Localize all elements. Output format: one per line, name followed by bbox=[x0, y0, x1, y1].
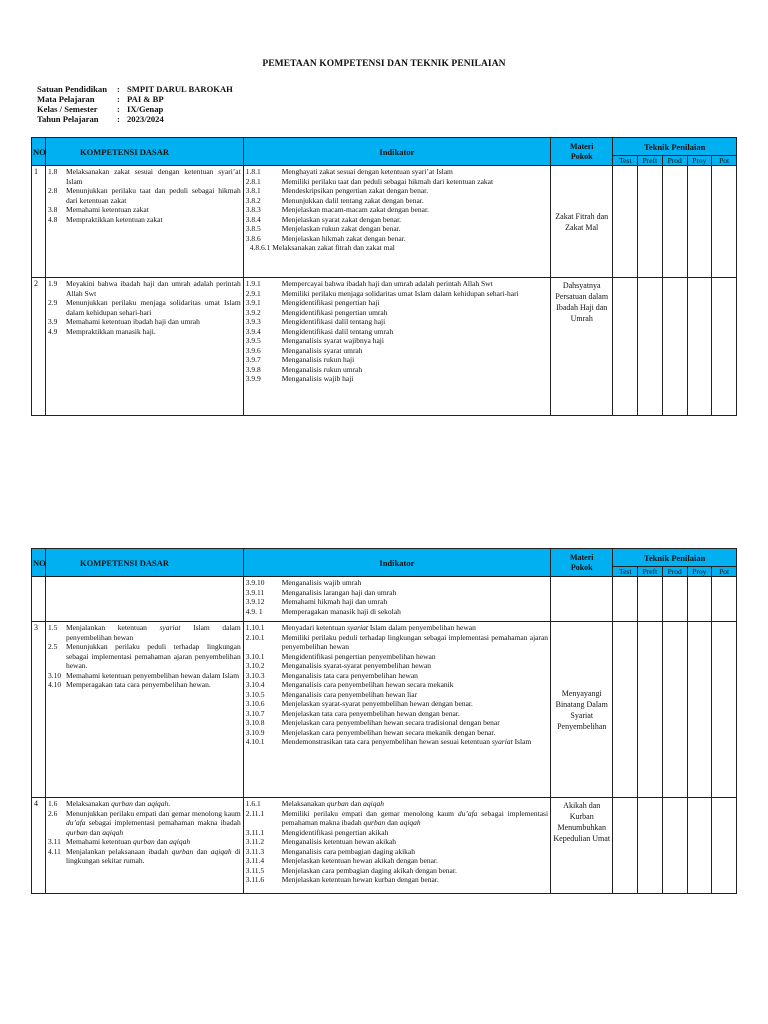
indikator-code: 3.8.6 bbox=[245, 233, 261, 243]
header-sub-prod: Prod bbox=[662, 156, 687, 166]
indikator-code: 3.8.2 bbox=[245, 195, 261, 205]
indikator-item bbox=[246, 837, 548, 847]
indikator-item bbox=[246, 346, 548, 356]
penilaian-cell-prod bbox=[662, 622, 687, 798]
indikator-text: Melaksanakan qurban dan aqiqah bbox=[281, 799, 385, 808]
kd-text: Memahami ketentuan penyembelihan hewan dalam Islam bbox=[65, 670, 240, 680]
info-row bbox=[37, 114, 233, 124]
indikator-text: Mengidentifikasi dalil tentang umrah bbox=[281, 326, 394, 336]
info-label: Mata Pelajaran bbox=[37, 94, 95, 104]
header-teknik-penilaian: Teknik Penilaian bbox=[613, 138, 737, 156]
indikator-code: 3.8.1 bbox=[245, 186, 261, 195]
indikator-code: 3.9.4 bbox=[245, 326, 261, 336]
info-label: Tahun Pelajaran bbox=[37, 114, 99, 124]
table-row bbox=[32, 278, 737, 416]
indikator-item bbox=[246, 167, 548, 177]
indikator-text: Menganalisis larangan haji dan umrah bbox=[281, 587, 397, 597]
kompetensi-dasar-cell bbox=[45, 622, 243, 798]
indikator-code: 1.9.1 bbox=[245, 279, 261, 288]
indikator-item bbox=[246, 607, 548, 617]
materi-pokok-cell: Akikah dan Kurban Menumbuhkan Kepedulian Umat bbox=[551, 798, 613, 894]
indikator-text: Menjelaskan hikmah zakat dengan benar. bbox=[281, 233, 406, 243]
indikator-text: Memiliki perilaku taat dan peduli sebagai hikmah dari ketentuan zakat bbox=[281, 176, 494, 186]
indikator-item bbox=[246, 355, 548, 365]
kd-text: Menunjukkan perilaku taat dan peduli sebagai hikmah dari ketentuan zakat bbox=[65, 186, 241, 205]
penilaian-cell-test bbox=[613, 166, 638, 278]
info-value: 2023/2024 bbox=[127, 114, 164, 124]
header-materi-line1: Materi bbox=[569, 141, 594, 151]
header-sub-test: Test bbox=[613, 156, 638, 166]
indikator-item bbox=[246, 177, 548, 187]
indikator-code: 3.9.9 bbox=[245, 374, 261, 383]
kd-item bbox=[48, 809, 241, 838]
indikator-code: 3.11.6 bbox=[245, 875, 265, 884]
kd-text: Menunjukkan perilaku peduli terhadap lingkungan sebagai implementasi pemahaman ajaran penyembelihan hewan. bbox=[65, 642, 241, 670]
indikator-text: Menganalisis syarat wajibnya haji bbox=[281, 336, 384, 345]
row-number bbox=[32, 577, 46, 622]
indikator-code: 3.10.9 bbox=[245, 727, 265, 737]
indikator-text: Menganalisis cara pembagian daging akikah bbox=[281, 846, 415, 856]
indikator-item bbox=[246, 875, 548, 885]
indikator-code: 3.10.3 bbox=[245, 670, 265, 680]
indikator-item bbox=[246, 828, 548, 838]
row-number: 3 bbox=[32, 622, 46, 798]
kd-item bbox=[48, 799, 241, 809]
indikator-code: 3.8.3 bbox=[245, 205, 261, 214]
indikator-code: 2.10.1 bbox=[245, 632, 265, 642]
indikator-item bbox=[246, 652, 548, 662]
penilaian-cell-test bbox=[613, 577, 638, 622]
penilaian-cell-preft bbox=[638, 166, 663, 278]
info-value: SMPIT DARUL BAROKAH bbox=[127, 84, 233, 94]
header-materi-line2: Pokok bbox=[570, 151, 593, 161]
indikator-code: 3.9.8 bbox=[245, 364, 261, 374]
info-value: PAI & BP bbox=[127, 94, 164, 104]
indikator-code: 3.10.7 bbox=[245, 708, 265, 718]
kd-text: Mempraktikkan manasik haji. bbox=[65, 326, 156, 336]
materi-pokok-cell: Dahsyatnya Persatuan dalam Ibadah Haji dan Umrah bbox=[551, 278, 613, 416]
indikator-item bbox=[246, 799, 548, 809]
indikator-item bbox=[246, 661, 548, 671]
indikator-text: Menganalisis cara penyembelihan hewan liar bbox=[281, 689, 418, 699]
penilaian-cell-preft bbox=[638, 278, 663, 416]
kd-item bbox=[48, 327, 241, 337]
penilaian-cell-prod bbox=[662, 577, 687, 622]
kd-text: Menjalankan pelaksanaan ibadah qurban dan aqiqah di lingkungan sekitar rumah. bbox=[65, 846, 241, 865]
indikator-item bbox=[246, 205, 548, 215]
indikator-code: 3.9.3 bbox=[245, 317, 261, 326]
info-row bbox=[37, 94, 233, 104]
header-sub-test: Test bbox=[613, 567, 638, 577]
indikator-text: Memiliki perilaku menjaga solidaritas umat Islam dalam kehidupan sehari-hari bbox=[281, 288, 519, 298]
indikator-text: Mengidentifikasi pengertian umrah bbox=[281, 307, 388, 317]
kd-code: 3.11 bbox=[47, 837, 61, 846]
row-number: 1 bbox=[32, 166, 46, 278]
info-row bbox=[37, 104, 233, 114]
kd-text: Memahami ketentuan zakat bbox=[65, 205, 149, 214]
header-materi-pokok bbox=[551, 549, 613, 577]
indikator-code: 3.9.2 bbox=[245, 307, 261, 317]
kd-item bbox=[48, 642, 241, 671]
row-number: 4 bbox=[32, 798, 46, 894]
header-no: NO bbox=[32, 138, 46, 166]
indikator-text: Mendeskripsikan pengertian zakat dengan benar. bbox=[281, 186, 429, 195]
kd-code: 4.9 bbox=[47, 326, 58, 336]
indikator-text: Menjelaskan macam-macam zakat dengan benar. bbox=[281, 205, 429, 214]
kd-text: Menunjukkan perilaku menjaga solidaritas umat Islam dalam kehidupan sehari-hari bbox=[65, 298, 241, 317]
indikator-item bbox=[246, 690, 548, 700]
kd-code: 1.9 bbox=[47, 279, 58, 288]
kd-code: 3.10 bbox=[47, 670, 62, 680]
indikator-item bbox=[246, 709, 548, 719]
penilaian-cell-proy bbox=[687, 166, 712, 278]
indikator-code: 3.10.8 bbox=[245, 718, 265, 727]
indikator-cell bbox=[243, 577, 550, 622]
penilaian-cell-test bbox=[613, 278, 638, 416]
competency-table-2 bbox=[31, 548, 737, 894]
indikator-item bbox=[246, 196, 548, 206]
indikator-text: Menjelaskan rukun zakat dengan benar. bbox=[281, 224, 401, 233]
indikator-item bbox=[246, 866, 548, 876]
indikator-text: Menganalisis wajib haji bbox=[281, 374, 354, 383]
indikator-code: 3.11.1 bbox=[245, 827, 265, 837]
indikator-item bbox=[246, 243, 548, 253]
indikator-item bbox=[246, 365, 548, 375]
indikator-item bbox=[246, 289, 548, 299]
indikator-item bbox=[246, 279, 548, 289]
indikator-item bbox=[246, 234, 548, 244]
penilaian-cell-proy bbox=[687, 577, 712, 622]
indikator-item bbox=[246, 374, 548, 384]
indikator-item bbox=[246, 186, 548, 196]
indikator-text: Menjelaskan cara penyembelihan hewan secara mekanik dengan benar. bbox=[281, 727, 496, 737]
indikator-code: 3.9.1 bbox=[245, 298, 261, 307]
indikator-text: Mengidentifikasi pengertian akikah bbox=[281, 827, 389, 837]
indikator-item bbox=[246, 224, 548, 234]
kd-text: Memperagakan tata cara penyembelihan hewan. bbox=[65, 680, 211, 689]
indikator-text: Menganalisis rukun haji bbox=[281, 355, 355, 364]
header-sub-pot: Pot bbox=[712, 567, 737, 577]
indikator-text: Memperagakan manasik haji di sekolah bbox=[281, 606, 401, 616]
penilaian-cell-test bbox=[613, 798, 638, 894]
kd-item bbox=[48, 186, 241, 205]
indikator-text: Menganalisis syarat-syarat penyembelihan hewan bbox=[281, 661, 432, 670]
materi-pokok-cell: Menyayangi Binatang Dalam Syariat Penyembelihan bbox=[551, 622, 613, 798]
indikator-item bbox=[246, 308, 548, 318]
penilaian-cell-preft bbox=[638, 577, 663, 622]
indikator-item bbox=[246, 728, 548, 738]
kd-item bbox=[48, 205, 241, 215]
header-sub-preft: Preft bbox=[638, 567, 663, 577]
materi-pokok-cell bbox=[551, 577, 613, 622]
kd-item bbox=[48, 215, 241, 225]
kd-text: Melaksanakan zakat sesuai dengan ketentuan syari’at Islam bbox=[65, 167, 241, 186]
header-sub-pot: Pot bbox=[712, 156, 737, 166]
kd-item bbox=[48, 317, 241, 327]
indikator-code: 4.9. 1 bbox=[245, 606, 263, 616]
info-label: Kelas / Semester bbox=[37, 104, 98, 114]
header-sub-proy: Proy bbox=[687, 567, 712, 577]
header-materi-line1: Materi bbox=[569, 552, 594, 562]
indikator-code: 3.10.1 bbox=[245, 651, 265, 661]
penilaian-cell-proy bbox=[687, 278, 712, 416]
indikator-code: 2.11.1 bbox=[245, 808, 265, 818]
indikator-code: 3.9.11 bbox=[245, 587, 265, 597]
indikator-text: Menganalisis tata cara penyembelihan hewan bbox=[281, 670, 418, 680]
indikator-item bbox=[246, 847, 548, 857]
indikator-item bbox=[246, 588, 548, 598]
kompetensi-dasar-cell bbox=[45, 166, 243, 278]
indikator-cell bbox=[243, 278, 550, 416]
indikator-text: Mengidentifikasi pengertian haji bbox=[281, 298, 380, 307]
kd-item bbox=[48, 167, 241, 186]
indikator-item bbox=[246, 680, 548, 690]
penilaian-cell-pot bbox=[712, 577, 737, 622]
penilaian-cell-prod bbox=[662, 278, 687, 416]
indikator-text: Menganalisis wajib umrah bbox=[281, 578, 362, 587]
indikator-cell bbox=[243, 166, 550, 278]
indikator-text: Mendemonstrasikan tata cara penyembelihan hewan sesuai ketentuan syariat Islam bbox=[281, 737, 532, 746]
indikator-text: Menganalisis syarat umrah bbox=[281, 345, 363, 355]
kompetensi-dasar-cell bbox=[45, 798, 243, 894]
info-separator: : bbox=[117, 104, 120, 114]
penilaian-cell-pot bbox=[712, 622, 737, 798]
indikator-code: 1.8.1 bbox=[245, 167, 261, 176]
penilaian-cell-pot bbox=[712, 798, 737, 894]
info-label: Satuan Pendidikan bbox=[37, 84, 107, 94]
penilaian-cell-proy bbox=[687, 798, 712, 894]
penilaian-cell-pot bbox=[712, 166, 737, 278]
header-sub-proy: Proy bbox=[687, 156, 712, 166]
indikator-code: 3.10.5 bbox=[245, 689, 265, 699]
kd-code: 3.8 bbox=[47, 205, 58, 214]
indikator-item bbox=[246, 737, 548, 747]
kd-text: Memahami ketentuan qurban dan aqiqah bbox=[65, 837, 191, 846]
table-row bbox=[32, 166, 737, 278]
indikator-item bbox=[246, 623, 548, 633]
indikator-code: 3.9.10 bbox=[245, 578, 265, 587]
header-kompetensi-dasar: KOMPETENSI DASAR bbox=[45, 138, 243, 166]
penilaian-cell-test bbox=[613, 622, 638, 798]
kd-code: 2.9 bbox=[47, 298, 58, 307]
indikator-code: 3.10.2 bbox=[245, 661, 265, 670]
indikator-text: Mempercayai bahwa ibadah haji dan umrah adalah perintah Allah Swt bbox=[281, 279, 493, 288]
indikator-code: 3.11.5 bbox=[245, 865, 265, 875]
indikator-cell bbox=[243, 798, 550, 894]
indikator-item bbox=[246, 597, 548, 607]
indikator-text: Memiliki perilaku empati dan gemar menolong kaum du’afa sebagai implementasi pemahaman makna ibadah qurban dan aqiqah bbox=[281, 808, 549, 827]
kd-code: 2.6 bbox=[47, 808, 58, 818]
row-number: 2 bbox=[32, 278, 46, 416]
header-indikator: Indikator bbox=[243, 549, 550, 577]
penilaian-cell-preft bbox=[638, 798, 663, 894]
indikator-text: Menjelaskan syarat-syarat penyembelihan hewan dengan benar. bbox=[281, 699, 473, 708]
indikator-text: Menjelaskan syarat zakat dengan benar. bbox=[281, 214, 402, 224]
penilaian-cell-proy bbox=[687, 622, 712, 798]
indikator-text: Memiliki perilaku peduli terhadap lingkungan sebagai implementasi pemahaman ajaran penyembelihan hewan bbox=[281, 632, 549, 651]
kd-code: 1.5 bbox=[47, 623, 58, 632]
indikator-text: 4.8.6.1 Melaksanakan zakat fitrah dan zakat mal bbox=[249, 243, 395, 252]
kd-item bbox=[48, 671, 241, 681]
indikator-code: 1.6.1 bbox=[245, 799, 261, 808]
indikator-item bbox=[246, 699, 548, 709]
indikator-text: Menghayati zakat sesuai dengan ketentuan syari’at Islam bbox=[281, 167, 453, 176]
table-row bbox=[32, 622, 737, 798]
indikator-code: 2.9.1 bbox=[245, 288, 261, 298]
header-materi-line2: Pokok bbox=[570, 562, 593, 572]
info-separator: : bbox=[117, 94, 120, 104]
info-value: IX/Genap bbox=[127, 104, 164, 114]
indikator-item bbox=[246, 578, 548, 588]
kd-item bbox=[48, 680, 241, 690]
indikator-code: 3.9.5 bbox=[245, 336, 261, 345]
indikator-text: Mengidentifikasi dalil tentang haji bbox=[281, 317, 386, 326]
info-separator: : bbox=[117, 84, 120, 94]
kd-text: Memahami ketentuan ibadah haji dan umrah bbox=[65, 317, 200, 326]
kd-code: 1.6 bbox=[47, 799, 58, 808]
indikator-code: 3.8.4 bbox=[245, 214, 261, 224]
indikator-text: Memahami hikmah haji dan umrah bbox=[281, 597, 388, 606]
kd-item bbox=[48, 837, 241, 847]
penilaian-cell-pot bbox=[712, 278, 737, 416]
kd-text: Meyakini bahwa ibadah haji dan umrah adalah perintah Allah Swt bbox=[65, 279, 241, 298]
materi-pokok-cell: Zakat Fitrah dan Zakat Mal bbox=[551, 166, 613, 278]
indikator-text: Menjelaskan ketentuan hewan kurban dengan benar. bbox=[281, 875, 439, 884]
indikator-item bbox=[246, 317, 548, 327]
indikator-text: Menjelaskan cara penyembelihan hewan secara tradisional dengan benar bbox=[281, 718, 500, 727]
table-header-row bbox=[32, 138, 737, 156]
indikator-item bbox=[246, 298, 548, 308]
indikator-code: 3.9.6 bbox=[245, 345, 261, 355]
kd-code: 4.10 bbox=[47, 680, 62, 689]
kd-item bbox=[48, 279, 241, 298]
kd-code: 1.8 bbox=[47, 167, 58, 176]
indikator-item bbox=[246, 633, 548, 652]
header-materi-pokok bbox=[551, 138, 613, 166]
table-header-row bbox=[32, 549, 737, 567]
table-row bbox=[32, 798, 737, 894]
penilaian-cell-prod bbox=[662, 166, 687, 278]
indikator-text: Menjelaskan tata cara penyembelihan hewan dengan benar. bbox=[281, 708, 460, 718]
kd-text: Menunjukkan perilaku empati dan gemar menolong kaum du’afa sebagai implementasi pemahaman makna ibadah qurban dan aqiqah bbox=[65, 808, 241, 837]
table-row bbox=[32, 577, 737, 622]
indikator-item bbox=[246, 856, 548, 866]
kompetensi-dasar-cell bbox=[45, 278, 243, 416]
kompetensi-dasar-cell bbox=[45, 577, 243, 622]
kd-item bbox=[48, 298, 241, 317]
info-separator: : bbox=[117, 114, 120, 124]
indikator-code: 4.10.1 bbox=[245, 737, 265, 746]
indikator-code: 3.10.4 bbox=[245, 680, 265, 689]
indikator-item bbox=[246, 215, 548, 225]
indikator-item bbox=[246, 336, 548, 346]
indikator-text: Menjelaskan cara pembagian daging akikah dengan benar. bbox=[281, 865, 457, 875]
indikator-cell bbox=[243, 622, 550, 798]
indikator-code: 3.11.3 bbox=[245, 846, 265, 856]
header-indikator: Indikator bbox=[243, 138, 550, 166]
indikator-code: 3.9.7 bbox=[245, 355, 261, 364]
indikator-item bbox=[246, 718, 548, 728]
kd-item bbox=[48, 847, 241, 866]
kd-code: 3.9 bbox=[47, 317, 58, 326]
indikator-item bbox=[246, 809, 548, 828]
indikator-text: Menyadari ketentuan syariat Islam dalam penyembelihan hewan bbox=[281, 623, 476, 632]
penilaian-cell-preft bbox=[638, 622, 663, 798]
indikator-code: 3.11.2 bbox=[245, 837, 265, 846]
header-teknik-penilaian: Teknik Penilaian bbox=[613, 549, 737, 567]
header-sub-prod: Prod bbox=[662, 567, 687, 577]
indikator-code: 3.11.4 bbox=[245, 856, 265, 865]
header-no: NO bbox=[32, 549, 46, 577]
indikator-text: Menganalisis cara penyembelihan hewan secara mekanik bbox=[281, 680, 454, 689]
indikator-text: Mengidentifikasi pengertian penyembelihan hewan bbox=[281, 651, 436, 661]
header-sub-preft: Preft bbox=[638, 156, 663, 166]
kd-code: 4.11 bbox=[47, 846, 61, 856]
info-block bbox=[37, 84, 233, 124]
indikator-code: 3.9.12 bbox=[245, 597, 265, 606]
indikator-text: Menganalisis ketentuan hewan akikah bbox=[281, 837, 397, 846]
kd-text: Mempraktikkan ketentuan zakat bbox=[65, 214, 163, 224]
info-row bbox=[37, 84, 233, 94]
document-title: PEMETAAN KOMPETENSI DAN TEKNIK PENILAIAN bbox=[262, 59, 506, 69]
kd-item bbox=[48, 623, 241, 642]
indikator-code: 1.10.1 bbox=[245, 623, 265, 632]
kd-text: Melaksanakan qurban dan aqiqah. bbox=[65, 799, 171, 808]
indikator-code: 3.10.6 bbox=[245, 699, 265, 708]
indikator-code: 2.8.1 bbox=[245, 176, 261, 186]
indikator-text: Menganalisis rukun umrah bbox=[281, 364, 363, 374]
indikator-text: Menjelaskan ketentuan hewan akikah dengan benar. bbox=[281, 856, 438, 865]
indikator-code: 3.8.5 bbox=[245, 224, 261, 233]
kd-code: 2.5 bbox=[47, 642, 58, 651]
indikator-item bbox=[246, 671, 548, 681]
competency-table-1 bbox=[31, 137, 737, 416]
header-kompetensi-dasar: KOMPETENSI DASAR bbox=[45, 549, 243, 577]
kd-code: 2.8 bbox=[47, 186, 58, 195]
penilaian-cell-prod bbox=[662, 798, 687, 894]
kd-code: 4.8 bbox=[47, 214, 58, 224]
indikator-item bbox=[246, 327, 548, 337]
indikator-text: Menunjukkan dalil tentang zakat dengan benar. bbox=[281, 195, 424, 205]
kd-text: Menjalankan ketentuan syariat Islam dalam penyembelihan hewan bbox=[65, 623, 241, 642]
